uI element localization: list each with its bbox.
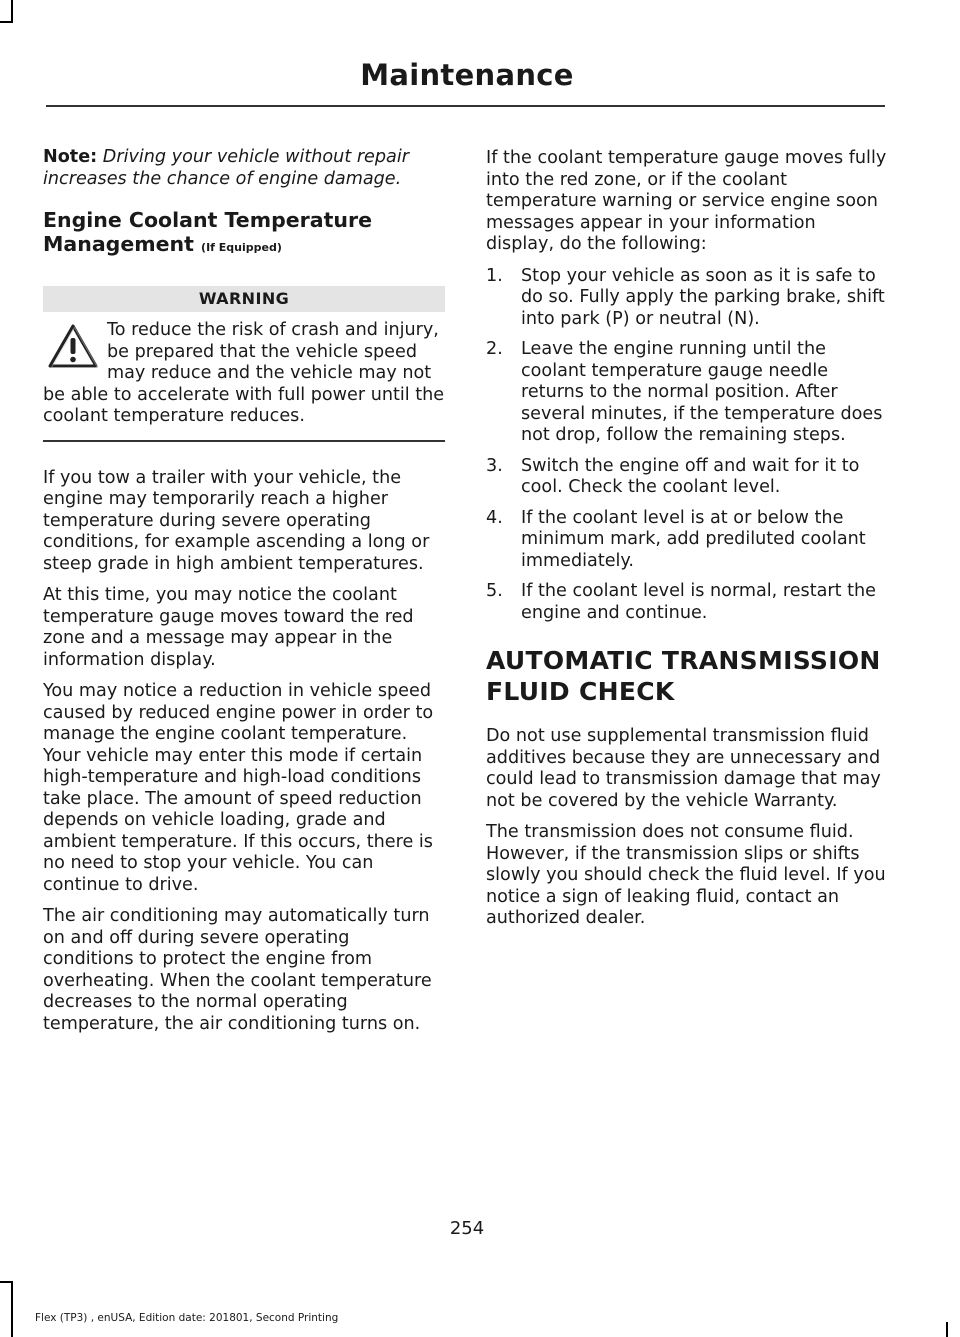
right-column bbox=[486, 148, 888, 940]
step-text: Stop your vehicle as soon as it is safe to do so. Fully apply the parking brake, shift into park (P) or neutral (N). bbox=[521, 265, 885, 329]
paragraph: The air conditioning may automatically turn on and off during severe operating conditions to protect the engine from overheating. When the coolant temperature decreases to the normal operating temperature, the air conditioning turns on. bbox=[43, 906, 432, 1034]
warning-text: To reduce the risk of crash and injury, be prepared that the vehicle speed may reduce and the vehicle may not be able to accelerate with full power until the coolant temperature reduces. bbox=[43, 320, 445, 426]
step-number: 1. bbox=[486, 265, 503, 286]
list-item bbox=[486, 456, 888, 499]
list-item bbox=[486, 339, 888, 447]
list-item bbox=[486, 266, 888, 331]
left-column bbox=[43, 147, 445, 1045]
crop-mark bbox=[11, 1281, 13, 1337]
paragraph: The transmission does not consume fluid. However, if the transmission slips or shifts slowly you should check the fluid level. If you notice a sign of leaking fluid, contact an authorized dealer. bbox=[486, 822, 886, 928]
section-heading-line1: AUTOMATIC TRANSMISSION bbox=[486, 646, 881, 675]
step-number: 2. bbox=[486, 339, 503, 359]
warning-box bbox=[43, 312, 445, 442]
section-heading bbox=[486, 646, 888, 706]
crop-mark bbox=[946, 1322, 948, 1337]
header-divider bbox=[46, 105, 885, 107]
subheading bbox=[43, 208, 445, 260]
list-item bbox=[486, 508, 888, 573]
step-text: Leave the engine running until the coolant temperature gauge needle returns to the normal position. After several minutes, if the temperature does not drop, follow the remaining steps. bbox=[521, 339, 883, 445]
crop-mark bbox=[11, 0, 13, 22]
page-number: 254 bbox=[449, 1218, 485, 1239]
step-text: Switch the engine off and wait for it to cool. Check the coolant level. bbox=[521, 455, 860, 497]
paragraph: Do not use supplemental transmission fluid additives because they are unnecessary and could lead to transmission damage that may not be covered by the vehicle Warranty. bbox=[486, 726, 881, 811]
warning-triangle-icon bbox=[47, 322, 99, 370]
step-text: If the coolant level is at or below the minimum mark, add prediluted coolant immediately. bbox=[521, 507, 866, 571]
crop-mark bbox=[0, 1281, 13, 1283]
paragraph: At this time, you may notice the coolant temperature gauge moves toward the red zone and a message may appear in the information display. bbox=[43, 585, 414, 670]
paragraph: If you tow a trailer with your vehicle, the engine may temporarily reach a higher temperature during severe operating conditions, for example ascending a long or steep grade in high ambient temperatures. bbox=[43, 467, 430, 574]
page-title: Maintenance bbox=[360, 58, 574, 92]
steps-list bbox=[486, 266, 888, 625]
paragraph: You may notice a reduction in vehicle speed caused by reduced engine power in order to manage the engine coolant temperature. Your vehicle may enter this mode if certain high-temperature and high-load conditions take place. The amount of speed reduction depends on vehicle loading, grade and ambient temperature. If this occurs, there is no need to stop your vehicle. You can continue to drive. bbox=[43, 681, 434, 895]
note-text: Driving your vehicle without repair increases the chance of engine damage. bbox=[43, 147, 409, 189]
note-label: Note: bbox=[43, 147, 98, 167]
subheading-tag: (If Equipped) bbox=[201, 241, 282, 254]
step-text: If the coolant level is normal, restart the engine and continue. bbox=[521, 581, 876, 623]
footer-edition: Flex (TP3) , enUSA, Edition date: 201801, Second Printing bbox=[35, 1312, 339, 1324]
section-heading-line2: FLUID CHECK bbox=[486, 677, 675, 706]
step-number: 5. bbox=[486, 581, 503, 601]
list-item bbox=[486, 581, 888, 624]
intro-paragraph: If the coolant temperature gauge moves fully into the red zone, or if the coolant temperature warning or service engine soon messages appear in your information display, do the following: bbox=[486, 148, 887, 254]
step-number: 4. bbox=[486, 507, 503, 528]
warning-title: WARNING bbox=[43, 286, 445, 312]
subheading-text: Engine Coolant Temperature Management bbox=[43, 208, 372, 256]
crop-mark bbox=[0, 21, 13, 23]
step-number: 3. bbox=[486, 455, 503, 476]
note bbox=[43, 147, 445, 190]
